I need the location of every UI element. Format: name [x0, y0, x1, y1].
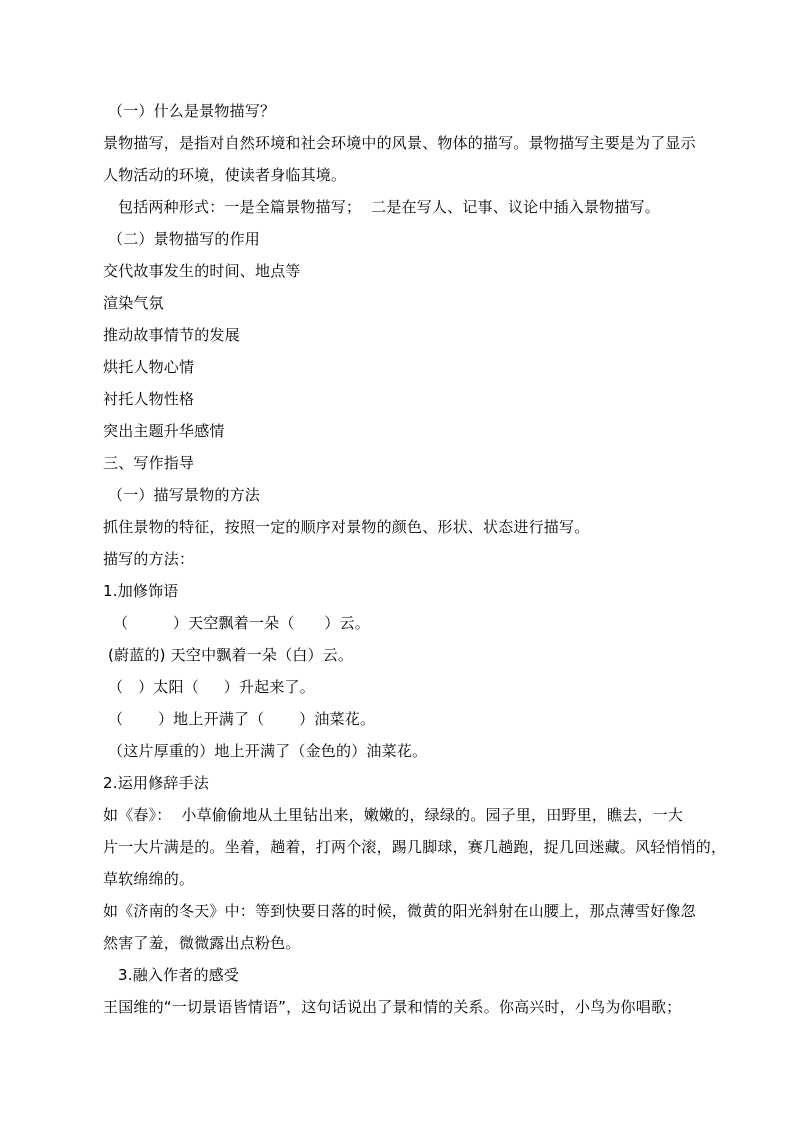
section-heading-scenery-functions: （二）景物描写的作用 — [108, 230, 261, 248]
list-item: 推动故事情节的发展 — [103, 326, 240, 344]
example-line: (蔚蓝的) 天空中飘着一朵（白）云。 — [108, 646, 354, 664]
list-item: 突出主题升华感情 — [103, 422, 225, 440]
example-line: （这片厚重的）地上开满了（金色的）油菜花。 — [108, 742, 428, 760]
exercise-line: （ ）天空飘着一朵（ ）云。 — [113, 614, 370, 632]
paragraph-line: 草软绵绵的。 — [103, 870, 195, 888]
exercise-line: （ ）太阳（ ）升起来了。 — [108, 678, 315, 696]
exercise-line: （ ）地上开满了（ ）油菜花。 — [108, 710, 376, 728]
section-heading-writing-guide: 三、写作指导 — [103, 454, 195, 472]
subheading-rhetoric: 2.运用修辞手法 — [103, 774, 209, 792]
paragraph-line: 片一大片满是的。坐着，趟着，打两个滚，踢几脚球，赛几趟跑，捉几回迷藏。风轻悄悄的， — [103, 838, 727, 856]
subheading-author-feelings: 3.融入作者的感受 — [118, 966, 240, 984]
section-heading-what-is-scenery: （一）什么是景物描写？ — [108, 102, 276, 120]
section-heading-methods: （一）描写景物的方法 — [108, 486, 261, 504]
paragraph-line: 景物描写，是指对自然环境和社会环境中的风景、物体的描写。景物描写主要是为了显示 — [103, 134, 696, 152]
subheading-modifiers: 1.加修饰语 — [103, 582, 179, 600]
paragraph-line: 王国维的“一切景语皆情语”，这句话说出了景和情的关系。你高兴时，小鸟为你唱歌； — [103, 998, 682, 1016]
list-item: 交代故事发生的时间、地点等 — [103, 262, 301, 280]
paragraph-line: 如《春》： 小草偷偷地从土里钻出来，嫩嫩的，绿绿的。园子里，田野里，瞧去，一大 — [103, 806, 684, 824]
paragraph-line: 描写的方法： — [103, 550, 195, 568]
paragraph-line: 包括两种形式：一是全篇景物描写； 二是在写人、记事、议论中插入景物描写。 — [118, 198, 660, 216]
list-item: 衬托人物性格 — [103, 390, 195, 408]
list-item: 渲染气氛 — [103, 294, 164, 312]
paragraph-line: 抓住景物的特征，按照一定的顺序对景物的颜色、形状、状态进行描写。 — [103, 518, 590, 536]
list-item: 烘托人物心情 — [103, 358, 195, 376]
paragraph-line: 人物活动的环境，使读者身临其境。 — [103, 166, 347, 184]
paragraph-line: 如《济南的冬天》中：等到快要日落的时候，微黄的阳光斜射在山腰上，那点薄雪好像忽 — [103, 902, 696, 920]
paragraph-line: 然害了羞，微微露出点粉色。 — [103, 934, 301, 952]
